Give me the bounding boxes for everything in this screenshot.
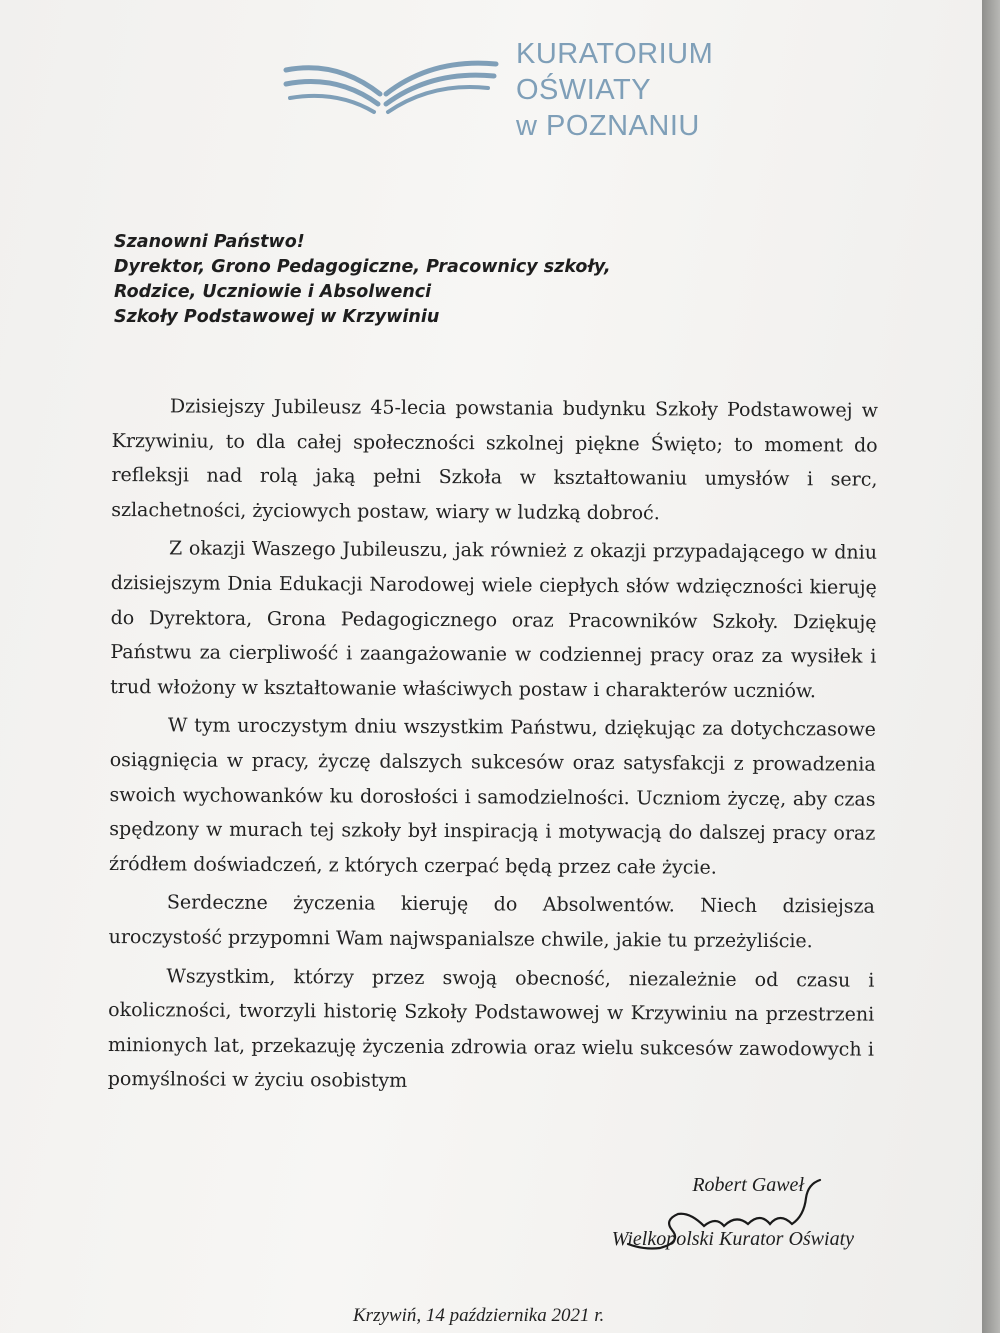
signatory-role: Wielkopolski Kurator Oświaty — [611, 1228, 854, 1250]
salutation — [114, 230, 611, 330]
place-and-date: Krzywiń, 14 października 2021 r. — [353, 1305, 605, 1326]
body-paragraph: Z okazji Waszego Jubileuszu, jak również z okazji przypadającego w dniu dzisiejszym Dnia Edukacji Narodowej wiele ciepłych słów wdzięczności kieruję do Dyrektora, Grona Pedagogicznego oraz Pracowników Szkoły. Dziękuję Państwu za cierpliwość i zaangażowanie w codziennej pracy oraz za wysiłek i trud włożony w kształtowanie właściwych postaw i charakterów uczniów. — [110, 537, 878, 703]
salutation-line: Rodzice, Uczniowie i Absolwenci — [114, 282, 432, 302]
body-paragraph: Dzisiejszy Jubileusz 45-lecia powstania budynku Szkoły Podstawowej w Krzywiniu, to dla całej społeczności szkolnej piękne Święto; to moment do refleksji nad rolą jaką pełni Szkoła w kształtowaniu umysłów i serc, szlachetności, życiowych postaw, wiary w ludzką dobroć. — [111, 395, 878, 525]
body-paragraph: Serdeczne życzenia kieruję do Absolwentów. Niech dzisiejsza uroczystość przypomni Wam najwspanialsze chwile, jakie tu przeżyliście. — [108, 891, 875, 953]
institution-name-line-2: OŚWIATY — [516, 74, 652, 106]
signature-block — [612, 1172, 854, 1252]
body-paragraph: Wszystkim, którzy przez swoją obecność, niezależnie od czasu i okoliczności, tworzyli historię Szkoły Podstawowej w Krzywiniu na przestrzeni minionych lat, przekazuję życzenia zdrowia oraz wielu sukcesów zawodowych i pomyślności w życiu osobistym — [107, 964, 875, 1093]
salutation-line: Dyrektor, Grono Pedagogiczne, Pracownicy szkoły, — [114, 257, 611, 277]
salutation-line: Szkoły Podstawowej w Krzywiniu — [114, 307, 440, 327]
background-edge — [982, 0, 1000, 1333]
institution-name — [516, 36, 713, 144]
salutation-line: Szanowni Państwo! — [114, 232, 305, 252]
body-paragraph: W tym uroczystym dniu wszystkim Państwu, dziękując za dotychczasowe osiągnięcia w pracy, życzę dalszych sukcesów oraz satysfakcji z prowadzenia swoich wychowanków ku dorosłości i samodzielności. Uczniom życzę, aby czas spędzony w murach tej szkoły był inspiracją i motywacją do dalszej pracy oraz źródłem doświadczeń, z których czerpać będą przez całe życie. — [109, 714, 876, 879]
letter-body — [108, 389, 878, 1106]
institution-name-line-1: KURATORIUM — [516, 38, 714, 70]
institution-name-line-3: w POZNANIU — [516, 110, 700, 142]
open-book-logo-icon — [282, 52, 502, 122]
signatory-name: Robert Gaweł — [692, 1174, 804, 1196]
